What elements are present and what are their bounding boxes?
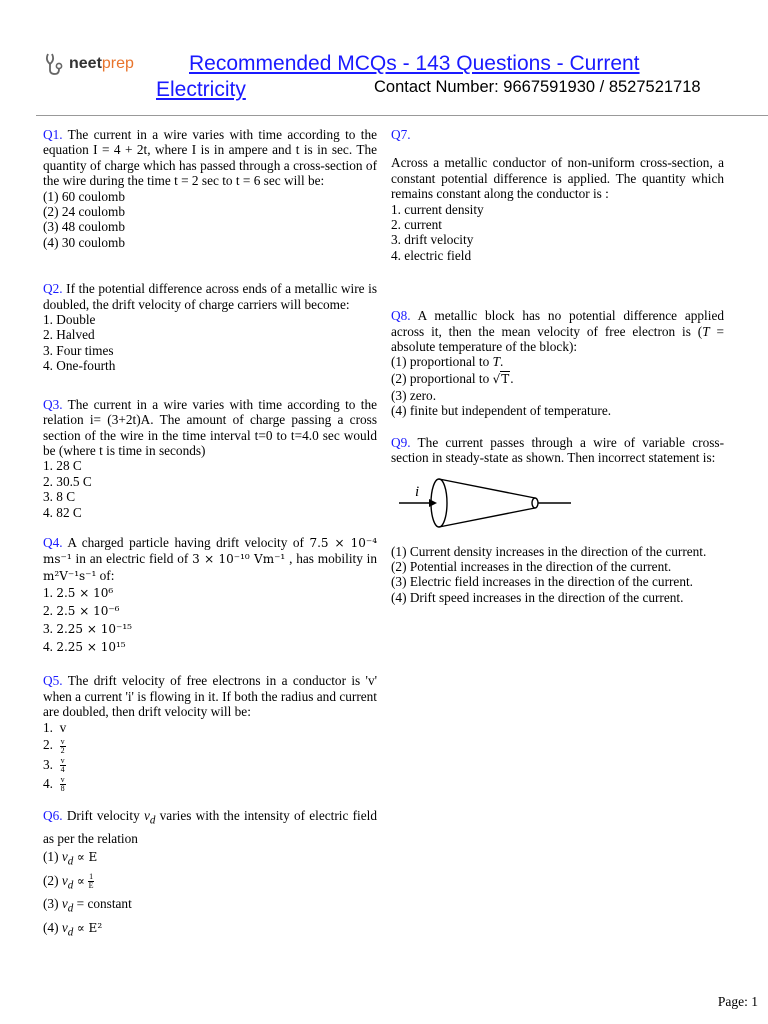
question-text: Across a metallic conductor of non-uniform cross-section, a constant potential difference is applied. The quantity which remains constant along the conductor is : <box>391 155 724 202</box>
question-text: A metallic block has no potential difference applied across it, then the mean velocity of free electron is ( <box>391 308 724 339</box>
question-7 <box>391 127 724 263</box>
question-6: Q6. Drift velocity $v_d$ varies with the intensity of electric field as per the relation (1) $v_d \propto E$ (2) $v_d$ ∝ $\frac{1}{E}$ (3) $v_d$ = constant (4) $v_d \propto E^2$ <box>43 807 377 942</box>
math-symbol: v <box>143 808 150 824</box>
option: (2) 24 coulomb <box>43 204 125 220</box>
option: (3) $v_d$ = constant <box>43 896 132 916</box>
current-label: i <box>415 483 420 500</box>
right-column <box>391 127 724 605</box>
option-label: 3. <box>43 756 53 772</box>
question-4 <box>43 535 377 657</box>
title-link-line2[interactable]: Electricity <box>156 78 246 101</box>
option: (4) Drift speed increases in the direction of the current. <box>391 589 684 605</box>
contact-number: Contact Number: 9667591930 / 8527521718 <box>374 78 701 96</box>
option-label: 2. <box>43 737 53 753</box>
question-number[interactable]: Q4. <box>43 534 63 550</box>
logo-prep: prep <box>101 55 134 72</box>
option: 4. One-fourth <box>43 358 116 374</box>
option: 3. Four times <box>43 342 114 358</box>
field-expression: 3 × 10⁻¹⁰ Vm⁻¹ <box>192 552 286 567</box>
stethoscope-icon <box>44 52 66 76</box>
neetprep-logo <box>44 52 134 76</box>
question-text: varies with the intensity of electric field as per the relation <box>43 808 377 847</box>
option <box>43 584 377 602</box>
option-label: 4. <box>43 775 53 791</box>
question-number[interactable]: Q8. <box>391 308 411 324</box>
question-number[interactable]: Q9. <box>391 434 411 450</box>
option: 1. 28 C <box>43 458 82 474</box>
page-number: Page: 1 <box>717 994 758 1009</box>
option-value: 2.5 × 10⁻⁶ <box>56 604 120 619</box>
question-text: , has mobility in <box>289 551 378 567</box>
option-label: 2. <box>43 603 53 619</box>
option: (4) $v_d \propto E^2$ <box>43 920 103 939</box>
question-number[interactable]: Q3. <box>43 396 63 412</box>
conductor-figure <box>391 466 724 544</box>
question-5 <box>43 673 377 793</box>
option <box>43 755 377 774</box>
option: 4. electric field <box>391 247 472 263</box>
question-text: The current passes through a wire of variable cross-section in steady-state as shown. Then incorrect statement is: <box>391 434 724 466</box>
option: (3) zero. <box>391 387 437 403</box>
fraction: $\frac{1}{E}$ <box>88 872 94 891</box>
option: (4) finite but independent of temperature. <box>391 403 612 419</box>
option <box>43 735 377 754</box>
question-number[interactable]: Q5. <box>43 673 63 689</box>
logo-neet: neet <box>69 55 102 72</box>
question-text: Drift velocity <box>66 808 140 824</box>
question-9 <box>391 435 724 605</box>
question-text: A charged particle having drift velocity of <box>67 534 304 550</box>
question-8: Q8. A metallic block has no potential difference applied across it, then the mean velocity of free electron is (T = absolute temperature of the block): (1) proportional to T. (2) proportional to √T. (3) zero. (4) finite but independent of temperature. <box>391 308 724 419</box>
question-text: = absolute temperature of the block): <box>391 323 724 355</box>
option: 3. 8 C <box>43 489 76 505</box>
option: 2. Halved <box>43 327 95 343</box>
option-label: 1. <box>43 719 53 735</box>
tapered-wire-diagram <box>399 470 579 536</box>
option <box>43 774 377 793</box>
question-number[interactable]: Q6. <box>43 808 63 824</box>
question-1 <box>43 127 377 250</box>
option: 1. current density <box>391 201 484 217</box>
option: 2. current <box>391 217 442 233</box>
option <box>43 720 377 735</box>
option-label: 3. <box>43 621 53 637</box>
option-label: 4. <box>43 639 53 655</box>
option <box>43 602 377 620</box>
option: (1) 60 coulomb <box>43 188 125 204</box>
option: (2) Potential increases in the direction of the current. <box>391 558 672 574</box>
option: 4. 82 C <box>43 504 82 520</box>
question-number[interactable]: Q2. <box>43 281 63 297</box>
option-value: 2.5 × 10⁶ <box>56 586 114 601</box>
option: (2) $v_d$ ∝ $\frac{1}{E}$ <box>43 872 94 892</box>
option: 1. Double <box>43 312 96 328</box>
option: (1) $v_d \propto E$ <box>43 849 98 868</box>
header-divider <box>36 115 768 116</box>
question-text: If the potential difference across ends of a metallic wire is doubled, the drift velocity of charge carriers will become: <box>43 281 377 312</box>
option: (2) proportional to √T. <box>391 370 514 386</box>
question-2 <box>43 281 377 373</box>
question-number[interactable]: Q1. <box>43 127 63 142</box>
question-number[interactable]: Q7. <box>391 127 411 142</box>
option: (3) Electric field increases in the direction of the current. <box>391 574 693 590</box>
question-3 <box>43 397 377 520</box>
option: (1) Current density increases in the direction of the current. <box>391 543 707 559</box>
option-value: 2.25 × 10¹⁵ <box>56 640 126 655</box>
question-text: of: <box>99 567 115 583</box>
question-text: The drift velocity of free electrons in a conductor is 'v' when a current 'i' is flowing in it. If both the radius and current are doubled, then drift velocity will be: <box>43 673 377 720</box>
fraction: $\frac{v}{2}$ <box>60 736 65 755</box>
option-value: 2.25 × 10⁻¹⁵ <box>56 622 132 637</box>
fraction: $\frac{v}{8}$ <box>60 775 65 794</box>
option: (3) 48 coulomb <box>43 219 125 235</box>
option: 2. 30.5 C <box>43 473 92 489</box>
option <box>43 620 377 638</box>
option-label: 1. <box>43 585 53 601</box>
question-text: The current in a wire varies with time according to the relation i= (3+2t)A. The amount of charge passing a cross section of the wire in the time interval t=0 to t=4.0 sec would be (where t is time in seconds) <box>43 396 377 458</box>
title-link-line1[interactable]: Recommended MCQs - 143 Questions - Current <box>189 52 640 75</box>
option: (1) proportional to T. <box>391 354 504 370</box>
option <box>43 638 377 656</box>
fraction: $\frac{v}{4}$ <box>60 755 65 774</box>
unit-expression: m²V⁻¹s⁻¹ <box>43 568 97 583</box>
velocity-expression: 7.5 × 10⁻⁴ ms⁻¹ <box>43 535 378 567</box>
question-text: The current in a wire varies with time according to the equation I = 4 + 2t, where I is in ampere and t is in sec. The quantity of charge which has passed through a cross-section of the wire during the time t = 2 sec to t = 6 sec will be: <box>43 127 377 189</box>
option: (4) 30 coulomb <box>43 234 125 250</box>
left-column <box>43 127 377 943</box>
option-value: v <box>59 719 67 735</box>
option: 3. drift velocity <box>391 232 474 248</box>
question-text: in an electric field of <box>75 551 189 567</box>
